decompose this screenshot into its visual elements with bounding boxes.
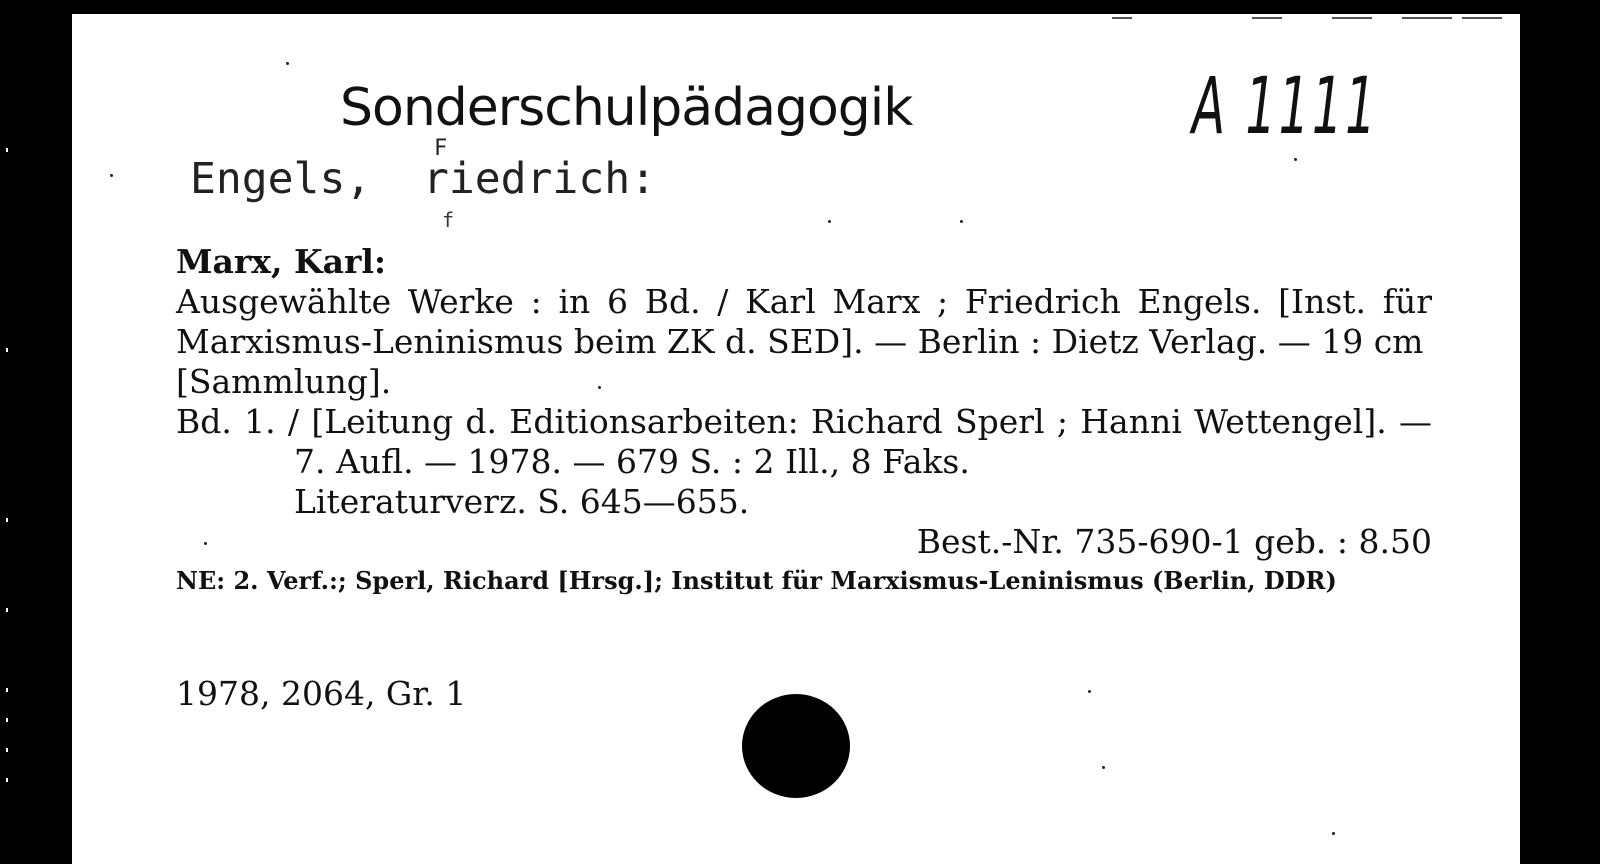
scan-speck [286, 62, 289, 65]
scan-edge-mark [6, 718, 8, 722]
bibliographic-entry [176, 242, 1432, 596]
scan-edge-mark [6, 518, 8, 522]
scan-speck [110, 174, 113, 177]
typed-author-heading: Engels, riedrich: [190, 154, 656, 204]
scan-artifact [1112, 17, 1132, 19]
author-heading: Marx, Karl: [176, 242, 387, 281]
scan-artifact [1462, 17, 1502, 19]
scan-speck [1294, 158, 1297, 161]
punch-hole [742, 694, 850, 798]
added-entries: NE: 2. Verf.:; Sperl, Richard [Hrsg.]; Institut für Marxismus-Leninismus (Berlin, DDR) [176, 566, 1337, 595]
scan-edge-mark [6, 148, 8, 152]
volume-note: Literaturverz. S. 645—655. [294, 482, 750, 521]
scan-edge-mark [6, 748, 8, 752]
typed-correction: F [434, 136, 448, 161]
scan-edge-mark [6, 348, 8, 352]
shelf-mark: A 1111 [1192, 62, 1379, 152]
scan-speck [1332, 832, 1335, 835]
title-statement: Ausgewählte Werke : in 6 Bd. / Karl Marx ; Friedrich Engels. [Inst. für Marxismus-Leninismus beim ZK d. SED]. — Berlin : Dietz Verlag. — 19 cm [176, 282, 1432, 361]
catalog-number: 1978, 2064, Gr. 1 [176, 674, 467, 713]
scan-artifact [1402, 17, 1452, 19]
scan-edge-mark [6, 688, 8, 692]
series-statement: [Sammlung]. [176, 362, 392, 401]
order-number: Best.-Nr. 735-690-1 geb. : 8.50 [916, 522, 1432, 561]
scan-speck [1088, 690, 1091, 693]
scan-speck [1102, 766, 1105, 769]
scan-speck [828, 220, 831, 223]
scan-artifact [1252, 17, 1282, 19]
catalog-card [72, 14, 1520, 864]
typed-stray-mark: f [442, 208, 455, 232]
scan-edge-mark [6, 778, 8, 782]
scan-speck [960, 220, 963, 223]
scan-artifact [1332, 17, 1372, 19]
scan-edge-mark [6, 608, 8, 612]
subject-heading: Sonderschulpädagogik [340, 78, 913, 138]
volume-description: Bd. 1. / [Leitung d. Editionsarbeiten: Richard Sperl ; Hanni Wettengel]. — 7. Aufl. — 1978. — 679 S. : 2 Ill., 8 Faks. [176, 402, 1432, 481]
